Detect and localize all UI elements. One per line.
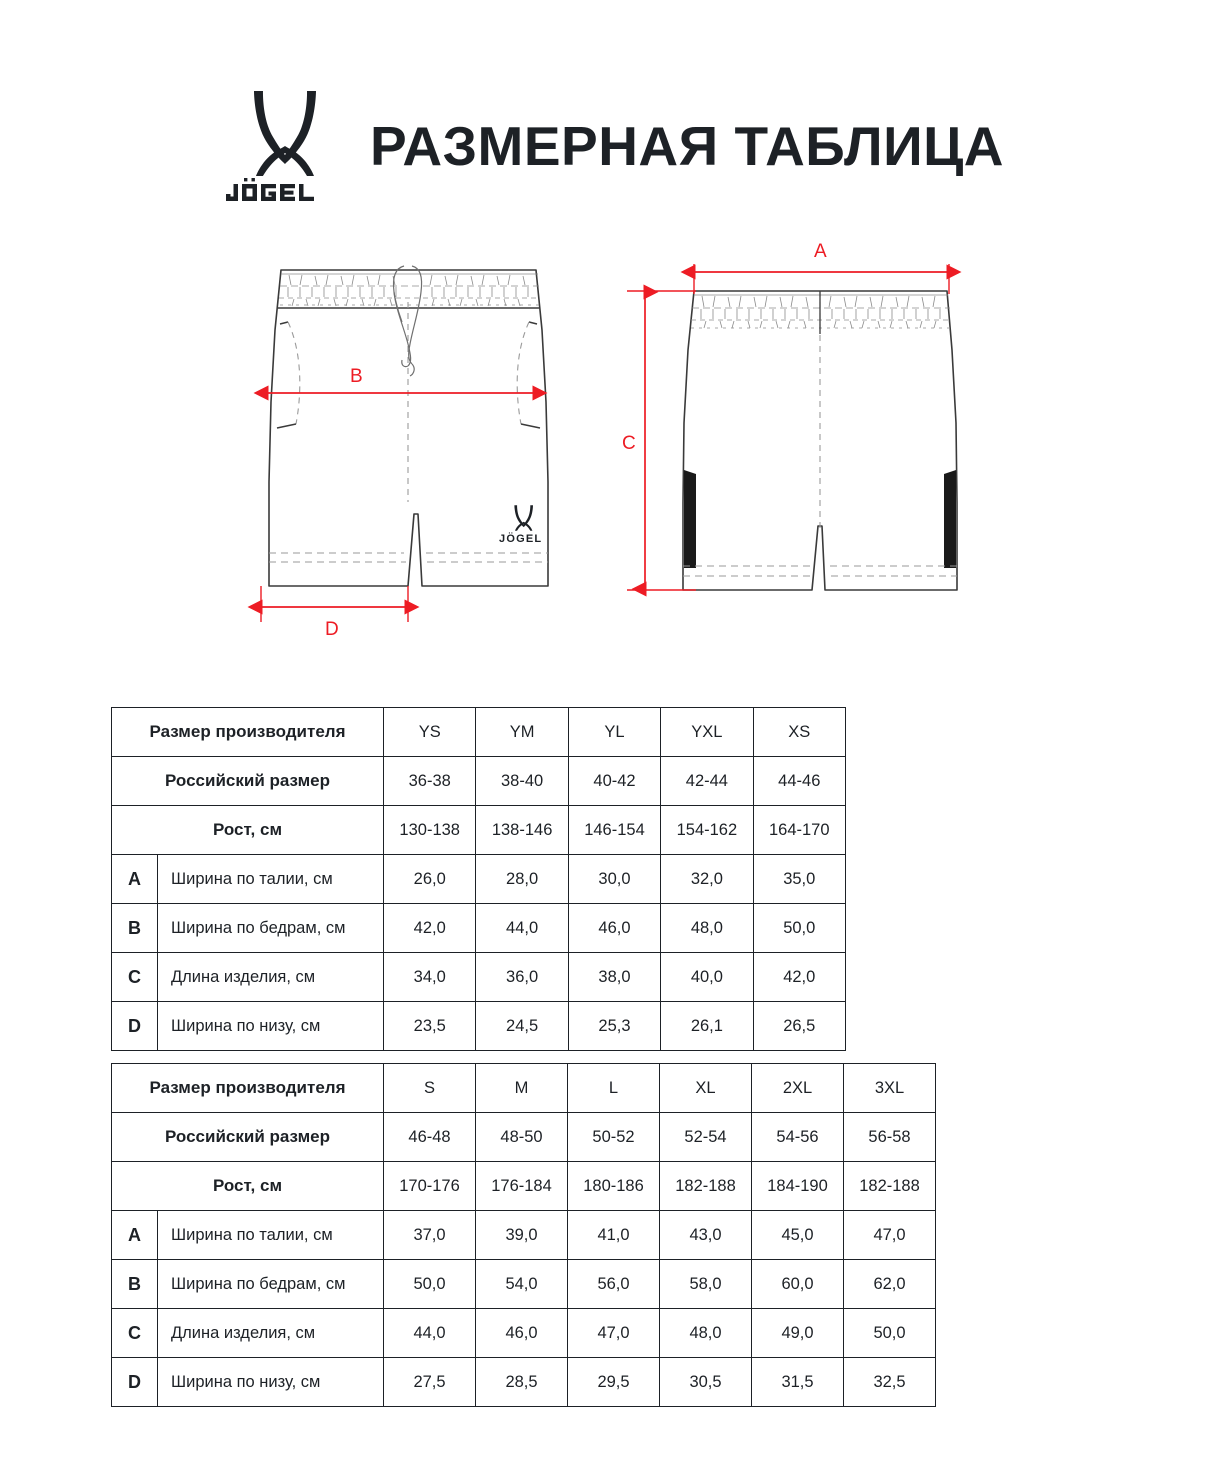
cell: 42,0 [384,904,476,953]
dimension-a [694,241,949,294]
col-header-2: L [568,1064,660,1113]
cell: 40,0 [661,953,753,1002]
row-letter-b: B [112,1260,158,1309]
cell: 28,0 [476,855,568,904]
cell: 30,0 [568,855,660,904]
cell: 58,0 [660,1260,752,1309]
row-label-russian-size: Российский размер [112,1113,384,1162]
cell: 60,0 [752,1260,844,1309]
cell: 30,5 [660,1358,752,1407]
table-row [112,904,846,953]
cell: 43,0 [660,1211,752,1260]
adult-size-table [111,1063,936,1407]
cell: 26,0 [384,855,476,904]
col-header-0: YS [384,708,476,757]
table-row [112,1358,936,1407]
cell: 52-54 [660,1113,752,1162]
cell: 46,0 [476,1309,568,1358]
row-label-waist-width: Ширина по талии, см [158,855,384,904]
header-size-manufacturer: Размер производителя [112,1064,384,1113]
cell: 42-44 [661,757,753,806]
cell: 50-52 [568,1113,660,1162]
table-row [112,1002,846,1051]
jogel-wordmark [226,178,344,204]
side-panel-left [684,470,696,568]
cell: 35,0 [753,855,845,904]
table-row [112,1309,936,1358]
cell: 47,0 [568,1309,660,1358]
dimension-d [261,586,408,640]
cell: 29,5 [568,1358,660,1407]
cell: 26,1 [661,1002,753,1051]
row-letter-c: C [112,953,158,1002]
col-header-1: M [476,1064,568,1113]
col-header-4: XS [753,708,845,757]
cell: 37,0 [384,1211,476,1260]
col-header-0: S [384,1064,476,1113]
cell: 170-176 [384,1162,476,1211]
jogel-logo [226,87,344,205]
cell: 56,0 [568,1260,660,1309]
cell: 44,0 [476,904,568,953]
cell: 46,0 [568,904,660,953]
row-label-bottom-width: Ширина по низу, см [158,1002,384,1051]
cell: 42,0 [753,953,845,1002]
table-row [112,855,846,904]
cell: 32,0 [661,855,753,904]
shorts-back-view [612,238,1002,633]
cell: 50,0 [384,1260,476,1309]
cell: 138-146 [476,806,568,855]
col-header-3: YXL [661,708,753,757]
cell: 23,5 [384,1002,476,1051]
cell: 36,0 [476,953,568,1002]
cell: 176-184 [476,1162,568,1211]
cell: 44,0 [384,1309,476,1358]
row-label-height: Рост, см [112,806,384,855]
row-label-length: Длина изделия, см [158,1309,384,1358]
cell: 184-190 [752,1162,844,1211]
cell: 62,0 [844,1260,936,1309]
cell: 182-188 [844,1162,936,1211]
cell: 50,0 [753,904,845,953]
technical-drawings [0,238,1230,668]
cell: 154-162 [661,806,753,855]
youth-size-table [111,707,846,1051]
cell: 41,0 [568,1211,660,1260]
col-header-4: 2XL [752,1064,844,1113]
dimension-label-c: C [622,433,636,454]
dimension-label-a: A [814,241,827,262]
row-label-bottom-width: Ширина по низу, см [158,1358,384,1407]
cell: 32,5 [844,1358,936,1407]
cell: 38-40 [476,757,568,806]
header-size-manufacturer: Размер производителя [112,708,384,757]
row-label-hip-width: Ширина по бедрам, см [158,1260,384,1309]
page-title: РАЗМЕРНАЯ ТАБЛИЦА [370,114,1004,177]
row-label-waist-width: Ширина по талии, см [158,1211,384,1260]
table-row-header [112,1064,936,1113]
cell: 24,5 [476,1002,568,1051]
cell: 130-138 [384,806,476,855]
cell: 26,5 [753,1002,845,1051]
svg-text:JÖGEL: JÖGEL [499,533,543,545]
table-row [112,1260,936,1309]
cell: 146-154 [568,806,660,855]
dimension-label-d: D [325,619,339,640]
row-letter-b: B [112,904,158,953]
row-letter-d: D [112,1358,158,1407]
cell: 25,3 [568,1002,660,1051]
row-label-length: Длина изделия, см [158,953,384,1002]
cell: 50,0 [844,1309,936,1358]
row-letter-a: A [112,1211,158,1260]
cell: 39,0 [476,1211,568,1260]
cell: 164-170 [753,806,845,855]
col-header-3: XL [660,1064,752,1113]
cell: 28,5 [476,1358,568,1407]
cell: 46-48 [384,1113,476,1162]
cell: 49,0 [752,1309,844,1358]
row-label-russian-size: Российский размер [112,757,384,806]
table-row [112,757,846,806]
cell: 45,0 [752,1211,844,1260]
cell: 182-188 [660,1162,752,1211]
cell: 54,0 [476,1260,568,1309]
col-header-2: YL [568,708,660,757]
table-row-header [112,708,846,757]
cell: 180-186 [568,1162,660,1211]
page-header [0,76,1230,216]
cell: 44-46 [753,757,845,806]
table-row [112,1211,936,1260]
shorts-front-view [236,252,586,647]
cell: 54-56 [752,1113,844,1162]
cell: 48-50 [476,1113,568,1162]
table-row [112,1162,936,1211]
row-letter-d: D [112,1002,158,1051]
table-row [112,953,846,1002]
cell: 27,5 [384,1358,476,1407]
cell: 38,0 [568,953,660,1002]
jogel-crossed-v-icon [226,87,344,179]
row-label-hip-width: Ширина по бедрам, см [158,904,384,953]
dimension-label-b: B [350,366,363,387]
side-panel-right [944,470,956,568]
row-letter-a: A [112,855,158,904]
cell: 34,0 [384,953,476,1002]
cell: 31,5 [752,1358,844,1407]
table-row [112,806,846,855]
table-row [112,1113,936,1162]
cell: 47,0 [844,1211,936,1260]
col-header-5: 3XL [844,1064,936,1113]
cell: 36-38 [384,757,476,806]
cell: 48,0 [661,904,753,953]
cell: 56-58 [844,1113,936,1162]
row-letter-c: C [112,1309,158,1358]
cell: 48,0 [660,1309,752,1358]
cell: 40-42 [568,757,660,806]
col-header-1: YM [476,708,568,757]
row-label-height: Рост, см [112,1162,384,1211]
